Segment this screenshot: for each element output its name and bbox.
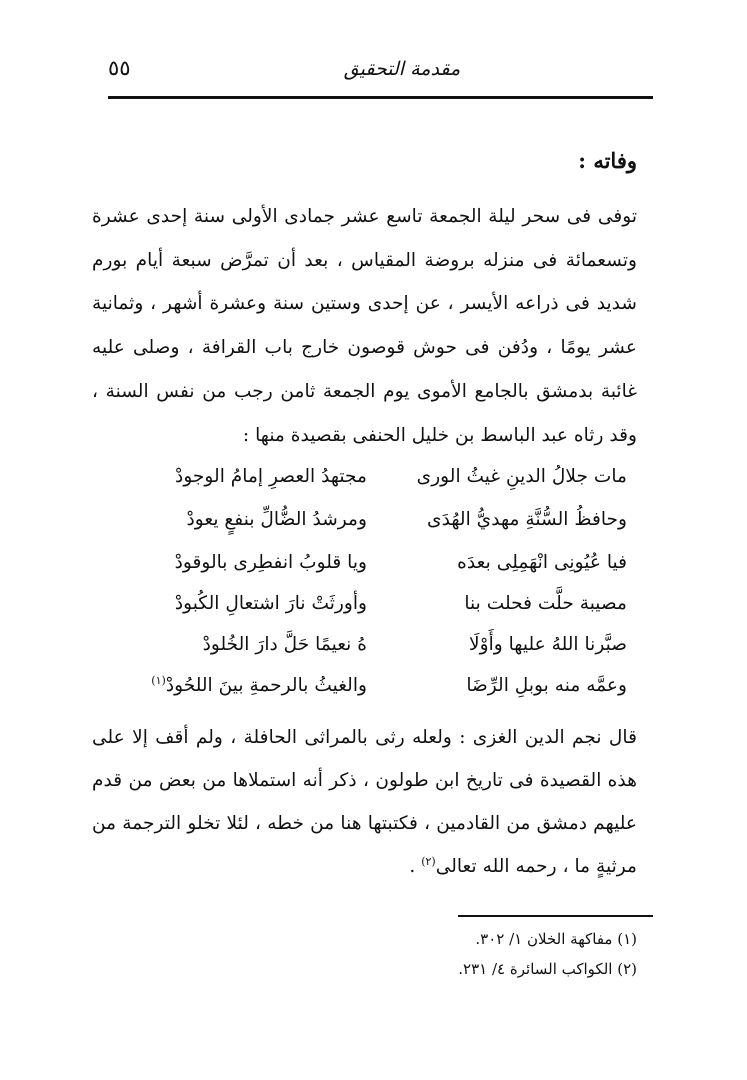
paragraph-text: قال نجم الدين الغزى : ولعله رثى بالمراثى الحافلة ، ولم أقف إلا على هذه القصيدة فى تاريخ ابن طولون ، ذكر أنه استملاها من بعض من قدم عليهم دمشق من القادمين ، فكتبتها هنا من خطه ، لئلا تخلو الترجمة من مرثيةٍ ما ، رحمه الله تعالى	[92, 727, 637, 877]
verse-second-hemistich: هُ نعيمًا حَلَّ دارَ الخُلودْ	[202, 634, 367, 655]
death-paragraph: توفى فى سحر ليلة الجمعة تاسع عشر جمادى الأولى سنة إحدى عشرة وتسعمائة فى منزله بروضة المقياس ، بعد أن تمرَّض سبعة أيام بورم شديد فى ذراعه الأيسر ، عن إحدى وستين سنة وعشرة أشهر ، وثمانية عشر يومًا ، ودُفن فى حوش قوصون خارج باب القرافة ، وصلى عليه غائبة بدمشق بالجامع الأموى يوم الجمعة ثامن رجب من نفس السنة ، وقد رثاه عبد الباسط بن خليل الحنفى بقصيدة منها :	[92, 206, 637, 446]
paragraph-end: .	[409, 856, 422, 877]
running-title: مقدمة التحقيق	[343, 58, 461, 80]
verse-line	[117, 593, 627, 633]
page-number: ٥٥	[108, 56, 131, 80]
verse-first-hemistich: مات جلالُ الدينِ غيثُ الورى	[416, 466, 627, 487]
verse-second-hemistich: ويا قلوبُ انفطِرى بالوقودْ	[174, 552, 367, 573]
verse-text: والغيثُ بالرحمةِ بينَ اللحُودْ	[165, 675, 367, 696]
verse-line	[117, 466, 627, 506]
verse-second-hemistich: وأورثَتْ نارَ اشتعالِ الكُبودْ	[174, 593, 367, 614]
verse-line	[117, 634, 627, 674]
verse-first-hemistich: وعمَّه منه بوبلِ الرِّضَا	[466, 675, 627, 696]
footnote-marker: (١)	[151, 673, 166, 687]
footnote-rule	[458, 915, 653, 917]
verse-line	[117, 675, 627, 715]
verse-line	[117, 552, 627, 592]
verse-first-hemistich: مصيبة حلَّت فحلت بنا	[464, 593, 627, 614]
verse-second-hemistich	[117, 675, 367, 696]
verse-second-hemistich: مجتهدُ العصرِ إمامُ الوجودْ	[175, 466, 367, 487]
footnote: (٢) الكواكب السائرة ٤/ ٢٣١.	[458, 960, 637, 978]
verse-first-hemistich: وحافظُ السُّنَّةِ مهديُّ الهُدَى	[427, 509, 627, 530]
ghazzi-paragraph	[92, 716, 637, 888]
footnote: (١) مفاكهة الخلان ١/ ٣٠٢.	[475, 930, 637, 948]
header-rule	[108, 96, 653, 99]
verse-line	[117, 509, 627, 549]
verse-first-hemistich: فيا عُيُونِى انْهَمِلِى بعدَه	[457, 552, 627, 573]
section-heading: وفاته :	[578, 148, 637, 173]
footnote-marker: (٢)	[421, 854, 436, 868]
verse-second-hemistich: ومرشدُ الضُّالِّ بنفعٍ يعودْ	[186, 509, 367, 530]
verse-first-hemistich: صبَّرنا اللهُ عليها وأَوْلَا	[468, 634, 627, 655]
